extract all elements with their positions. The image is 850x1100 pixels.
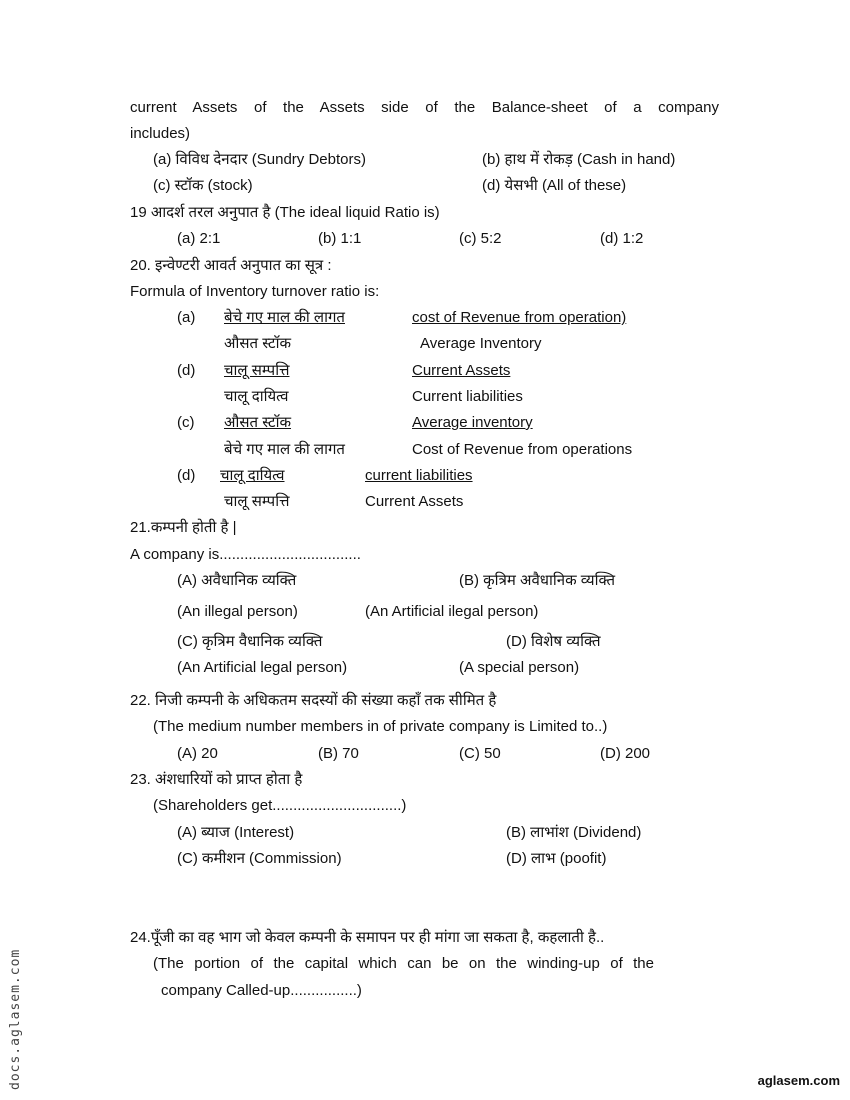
- q19-stem: 19 आदर्श तरल अनुपात है (The ideal liquid Ratio is): [130, 204, 440, 221]
- q22-option-c: (C) 50: [459, 745, 501, 762]
- q20-option-numerator-hindi: औसत स्टॉक: [224, 414, 292, 431]
- q20-option-denominator-english: Current Assets: [365, 493, 464, 510]
- q19-option-c: (c) 5:2: [459, 230, 502, 247]
- q22-option-a: (A) 20: [177, 745, 218, 762]
- q18-stem-line1: current Assets of the Assets side of the Balance-sheet of a company: [130, 99, 719, 116]
- q23-option-b: (B) लाभांश (Dividend): [506, 824, 642, 841]
- q20-option-numerator-english: Average inventory: [412, 414, 533, 431]
- q20-option-denominator-hindi: चालू दायित्व: [224, 388, 289, 405]
- q21-stem-english: A company is..................................: [130, 546, 361, 563]
- q20-option-numerator-hindi: चालू दायित्व: [220, 467, 285, 484]
- q18-option-a: (a) विविध देनदार (Sundry Debtors): [153, 151, 366, 168]
- q20-option-label: (c): [177, 414, 195, 431]
- q19-option-a: (a) 2:1: [177, 230, 221, 247]
- q24-stem-hindi: 24.पूँजी का वह भाग जो केवल कम्पनी के समापन पर ही मांगा जा सकता है, कहलाती है..: [130, 929, 605, 946]
- q20-option-denominator-english: Current liabilities: [412, 388, 523, 405]
- q20-option-numerator-hindi: चालू सम्पत्ति: [224, 362, 290, 379]
- q20-stem-english: Formula of Inventory turnover ratio is:: [130, 283, 380, 300]
- q23-stem-hindi: 23. अंशधारियों को प्राप्त होता है: [130, 771, 303, 788]
- q19-option-d: (d) 1:2: [600, 230, 644, 247]
- q20-option-numerator-english: cost of Revenue from operation): [412, 309, 627, 326]
- q24-stem-english-line1: (The portion of the capital which can be on the winding-up of the: [153, 955, 654, 972]
- q20-option-denominator-english: Cost of Revenue from operations: [412, 441, 633, 458]
- q20-option-denominator-hindi: औसत स्टॉक: [224, 335, 292, 352]
- q22-stem-english: (The medium number members in of private company is Limited to..): [153, 718, 608, 735]
- q21-option-a-english: (An illegal person): [177, 603, 298, 620]
- q23-stem-english: (Shareholders get...............................): [153, 797, 407, 814]
- q20-option-label: (d): [177, 467, 196, 484]
- q20-option-numerator-english: current liabilities: [365, 467, 473, 484]
- q20-option-denominator-hindi: बेचे गए माल की लागत: [224, 441, 345, 458]
- q20-option-denominator-english: Average Inventory: [420, 335, 542, 352]
- q22-option-d: (D) 200: [600, 745, 651, 762]
- q21-option-c-hindi: (C) कृत्रिम वैधानिक व्यक्ति: [177, 633, 323, 650]
- q20-option-denominator-hindi: चालू सम्पत्ति: [224, 493, 290, 510]
- q18-option-b: (b) हाथ में रोकड़ (Cash in hand): [482, 151, 676, 168]
- q20-option-label: (d): [177, 362, 196, 379]
- q23-option-d: (D) लाभ (poofit): [506, 850, 607, 867]
- q21-stem-hindi: 21.कम्पनी होती है |: [130, 519, 237, 536]
- q23-option-a: (A) ब्याज (Interest): [177, 824, 295, 841]
- q24-stem-english-line2: company Called-up................): [161, 982, 362, 999]
- q20-stem-hindi: 20. इन्वेण्टरी आवर्त अनुपात का सूत्र :: [130, 257, 332, 274]
- q19-option-b: (b) 1:1: [318, 230, 362, 247]
- q21-option-a-hindi: (A) अवैधानिक व्यक्ति: [177, 572, 297, 589]
- q20-option-numerator-english: Current Assets: [412, 362, 511, 379]
- q20-option-label: (a): [177, 309, 196, 326]
- q21-option-b-english: (An Artificial ilegal person): [365, 603, 539, 620]
- q23-option-c: (C) कमीशन (Commission): [177, 850, 342, 867]
- q21-option-d-hindi: (D) विशेष व्यक्ति: [506, 633, 601, 650]
- q18-option-c: (c) स्टॉक (stock): [153, 177, 253, 194]
- watermark: docs.aglasem.com: [8, 948, 23, 1090]
- q21-option-d-english: (A special person): [459, 659, 580, 676]
- q21-option-c-english: (An Artificial legal person): [177, 659, 348, 676]
- q18-option-d: (d) येसभी (All of these): [482, 177, 627, 194]
- q22-stem-hindi: 22. निजी कम्पनी के अधिकतम सदस्यों की संख्या कहाँ तक सीमित है: [130, 692, 497, 709]
- footer-site-name: aglasem.com: [757, 1073, 840, 1088]
- q22-option-b: (B) 70: [318, 745, 359, 762]
- q20-option-numerator-hindi: बेचे गए माल की लागत: [224, 309, 345, 326]
- q21-option-b-hindi: (B) कृत्रिम अवैधानिक व्यक्ति: [459, 572, 616, 589]
- q18-stem-line2: includes): [130, 125, 191, 142]
